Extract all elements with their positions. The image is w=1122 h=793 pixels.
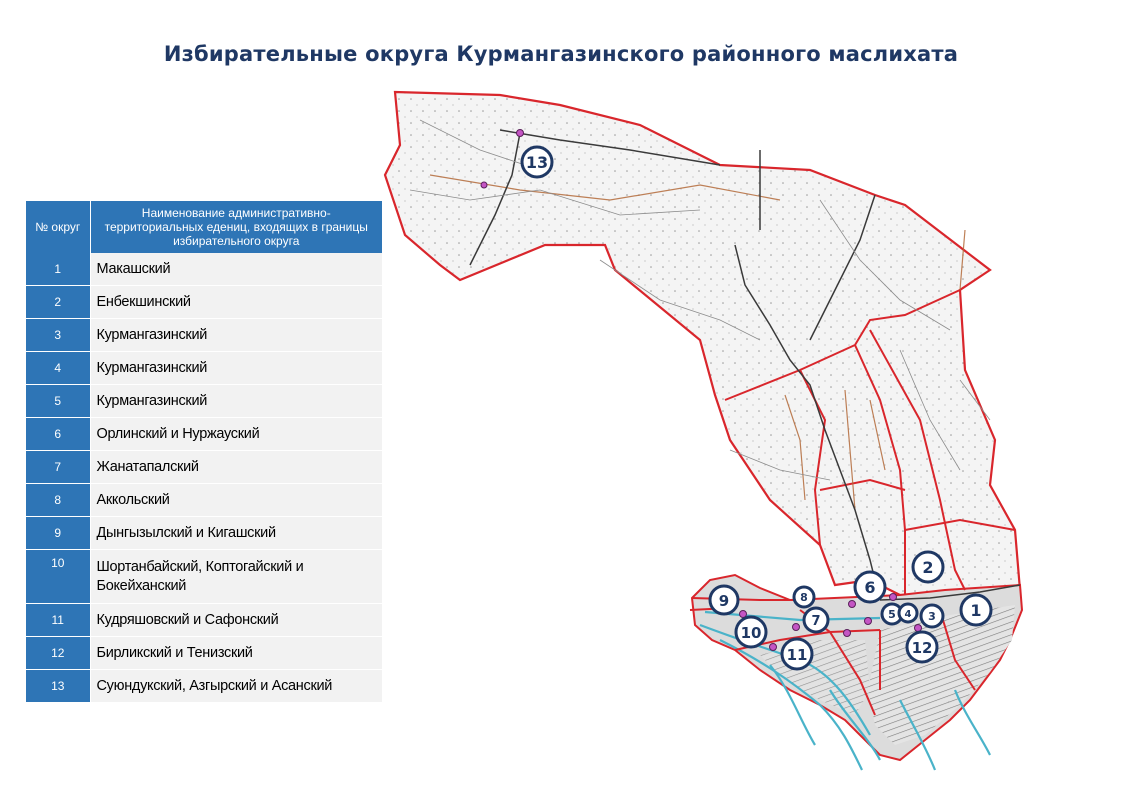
district-number: 8 [26,484,90,517]
district-name: Бирликский и Тенизский [90,637,382,670]
district-number: 11 [26,604,90,637]
settlement-marker [770,644,777,651]
settlement-marker [865,618,872,625]
district-name: Аккольский [90,484,382,517]
district-number: 3 [26,319,90,352]
district-number: 9 [26,517,90,550]
district-number: 4 [26,352,90,385]
district-badge-2 [913,552,943,582]
district-badge-label: 11 [786,646,808,664]
district-badge-label: 13 [525,153,549,172]
district-badge-12 [907,632,937,662]
district-badge-label: 6 [864,578,876,597]
district-badge-13 [522,147,552,177]
district-name: Курмангазинский [90,385,382,418]
settlement-marker [740,611,747,618]
settlement-marker [793,624,800,631]
district-name: Енбекшинский [90,286,382,319]
header-district-number: № округ [26,201,90,253]
district-badge-label: 12 [911,639,933,657]
district-number: 1 [26,253,90,286]
district-badge-label: 7 [811,614,821,629]
district-badge-label: 1 [970,601,982,620]
settlement-marker [890,594,897,601]
district-number: 10 [26,550,90,604]
district-name: Суюндукский, Азгырский и Асанский [90,670,382,703]
district-number: 7 [26,451,90,484]
district-name: Жанатапалский [90,451,382,484]
district-badge-label: 10 [740,624,762,642]
district-badge-label: 5 [888,608,896,621]
district-badge-3 [921,605,943,627]
district-badge-4 [899,604,917,622]
district-territory [385,92,1020,605]
settlement-marker [481,182,487,188]
district-number: 6 [26,418,90,451]
district-name: Шортанбайский, Коптогайский и Бокейханский [90,550,382,604]
settlement-marker [844,630,851,637]
district-number: 13 [26,670,90,703]
district-badge-8 [794,587,814,607]
district-name: Дынгызылский и Кигашский [90,517,382,550]
district-badge-11 [782,639,812,669]
district-badge-label: 8 [800,591,808,604]
header-district-units: Наименование административно-территориальных едениц, входящих в границы избирательного округа [90,201,382,253]
district-badge-9 [710,586,738,614]
district-badge-label: 9 [718,592,730,610]
page-title: Избирательные округа Курмангазинского районного маслихата [163,42,959,66]
district-badge-label: 2 [922,558,934,577]
district-badge-1 [961,595,991,625]
district-number: 2 [26,286,90,319]
district-badge-label: 3 [928,610,936,623]
district-badge-label: 4 [904,609,912,620]
district-badge-6 [855,572,885,602]
settlement-marker [849,601,856,608]
district-name: Орлинский и Нуржауский [90,418,382,451]
district-name: Кудряшовский и Сафонский [90,604,382,637]
district-badge-7 [804,608,828,632]
district-number: 5 [26,385,90,418]
district-badge-10 [736,617,766,647]
district-name: Макашский [90,253,382,286]
district-name: Курмангазинский [90,352,382,385]
district-name: Курмангазинский [90,319,382,352]
settlement-marker [915,625,922,632]
settlement-marker [517,130,524,137]
district-number: 12 [26,637,90,670]
